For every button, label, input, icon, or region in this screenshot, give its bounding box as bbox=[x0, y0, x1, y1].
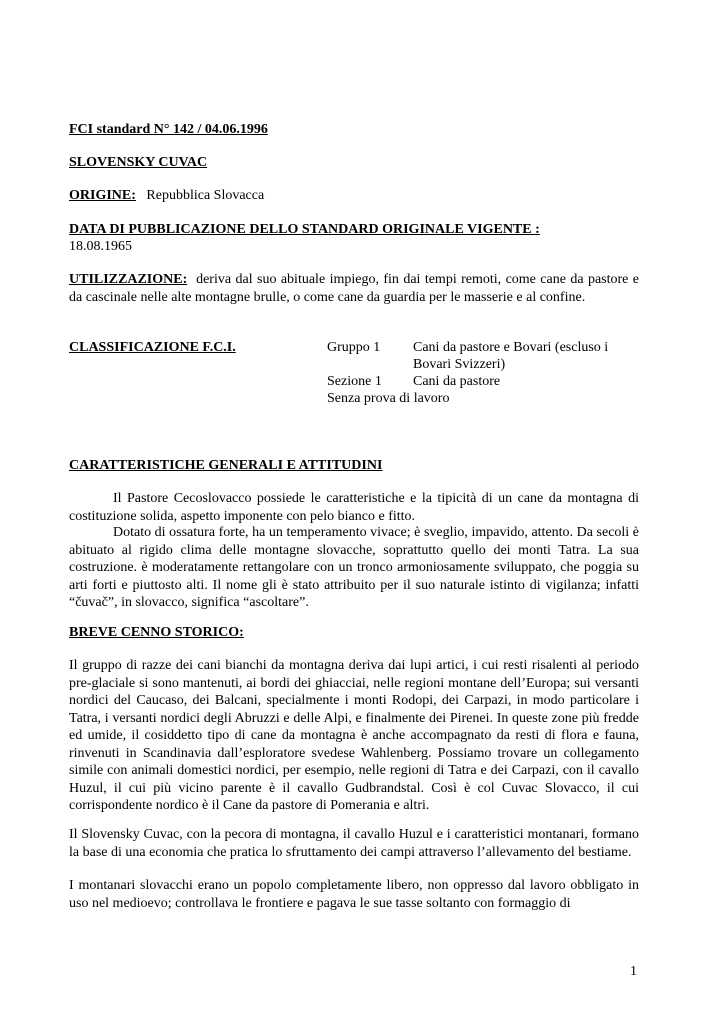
publication-label: DATA DI PUBBLICAZIONE DELLO STANDARD ORIGINALE VIGENTE : bbox=[69, 222, 540, 237]
origin-value: Repubblica Slovacca bbox=[146, 188, 265, 203]
general-section-title: CARATTERISTICHE GENERALI E ATTITUDINI bbox=[69, 458, 383, 473]
utilization-label: UTILIZZAZIONE: bbox=[69, 272, 188, 287]
origin-label: ORIGINE: bbox=[69, 188, 136, 203]
history-paragraph-2: Il Slovensky Cuvac, con la pecora di montagna, il cavallo Huzul e i caratteristici montanari, formano la base di una economia che pratica lo sfruttamento dei campi attraverso l’allevamento del bestiame. bbox=[69, 827, 639, 860]
page-number: 1 bbox=[630, 964, 637, 979]
classification-label: CLASSIFICAZIONE F.C.I. bbox=[69, 340, 236, 355]
history-paragraph-3: I montanari slovacchi erano un popolo completamente libero, non oppresso dal lavoro obbligato in uso nel medioevo; controllava le frontiere e pagava le sue tasse soltanto con formaggio di bbox=[69, 878, 639, 911]
classification-group-key: Gruppo 1 bbox=[327, 340, 381, 355]
classification-group-value: Cani da pastore e Bovari (escluso i Bovari Svizzeri) bbox=[413, 340, 609, 372]
origin-line bbox=[69, 187, 264, 204]
standard-heading: FCI standard N° 142 / 04.06.1996 bbox=[69, 122, 268, 137]
breed-title: SLOVENSKY CUVAC bbox=[69, 155, 208, 170]
utilization-paragraph bbox=[69, 271, 639, 306]
classification-section-value: Cani da pastore bbox=[413, 374, 501, 389]
history-section-title: BREVE CENNO STORICO: bbox=[69, 625, 244, 640]
utilization-text: deriva dal suo abituale impiego, fin dai tempi remoti, come cane da pastore e da cascinale nelle alte montagne brulle, o come cane da guardia per le masserie e al confine. bbox=[69, 272, 640, 305]
general-paragraph-2: Dotato di ossatura forte, ha un temperamento vivace; è sveglio, impavido, attento. Da secoli è abituato al rigido clima delle montagne slovacche, soprattutto quello dei monti Tatra. La sua costruzione. è moderatamente rettangolare con un tronco armoniosamente sviluppato, che poggia su arti forti e piuttosto alti. Il nome gli è stato attribuito per il suo naturale istinto di vigilanza; infatti “čuvač”, in slovacco, significa “ascoltare”. bbox=[69, 525, 639, 610]
general-paragraph-1: Il Pastore Cecoslovacco possiede le caratteristiche e la tipicità di un cane da montagna di costituzione solida, aspetto imponente con pelo bianco e fitto. bbox=[69, 491, 639, 524]
publication-date: 18.08.1965 bbox=[69, 239, 132, 254]
history-paragraph-1: Il gruppo di razze dei cani bianchi da montagna deriva dai lupi artici, i cui resti risalenti al periodo pre-glaciale si sono mantenuti, ai bordi dei ghiacciai, nelle regioni montane dell’Europa; sui versanti nordici del Caucaso, dei Balcani, specialmente i monti Rodopi, dei Carpazi, in modo particolare i Tatra, i versanti nordici degli Abruzzi e delle Alpi, e finalmente dei Pirenei. In queste zone più fredde ed umide, il cosiddetto tipo di cane da montagna è anche accompagnato da resti di flora e fauna, rinvenuti in Scandinavia dall’esploratore svedese Wahlenberg. Possiamo trovare un collegamento simile con animali domestici nordici, per esempio, nelle regioni di Tatra e dei Carpazi, con il cavallo Huzul, il cui più vicino parente è il cavallo Gudbrandstal. Così è col Cuvac Slovacco, il cui corrispondente nordico è il Cane da pastore di Pomerania e altri. bbox=[69, 658, 639, 813]
classification-section-key: Sezione 1 bbox=[327, 374, 382, 389]
classification-note: Senza prova di lavoro bbox=[327, 391, 450, 406]
